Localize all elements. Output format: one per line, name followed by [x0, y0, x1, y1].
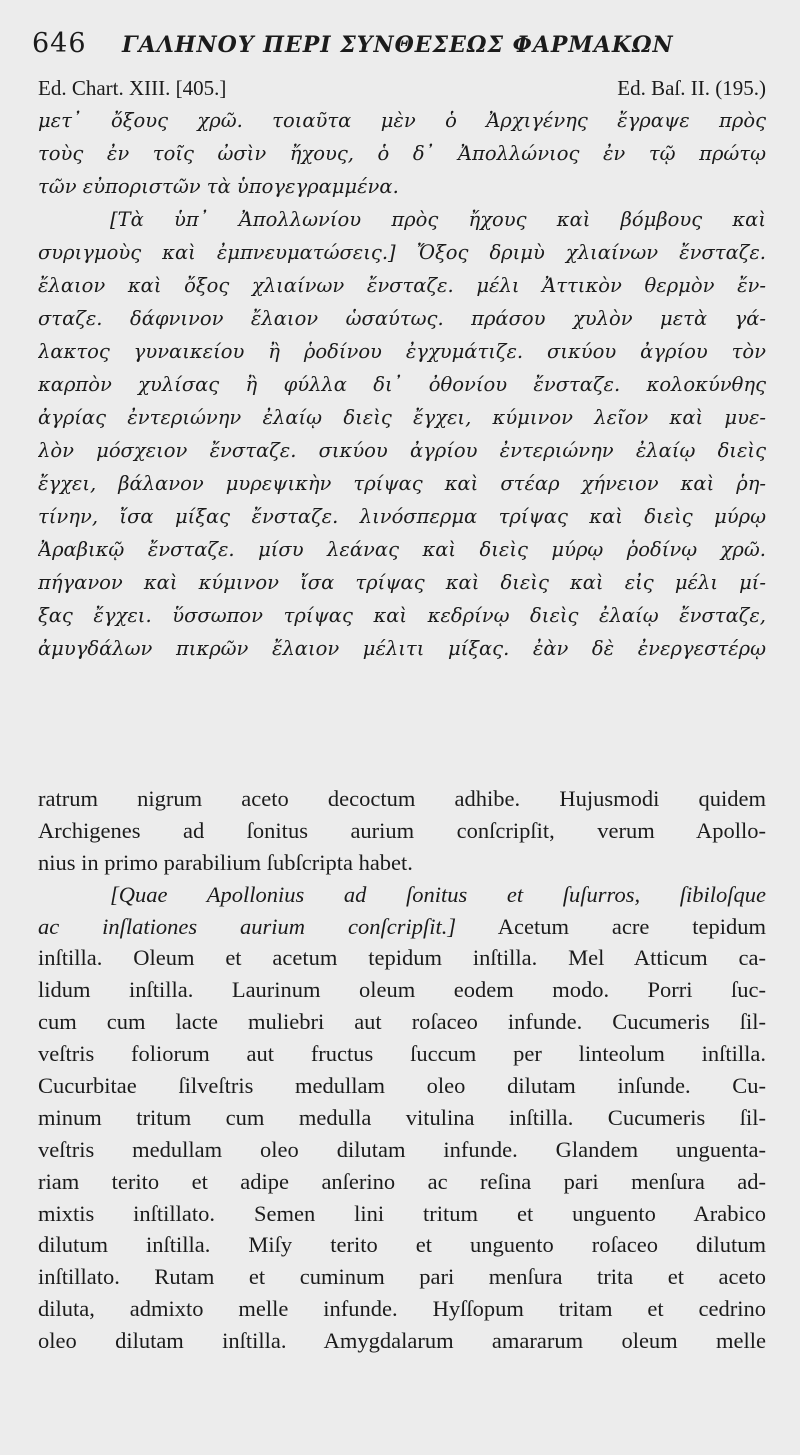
latin-line: inſtilla. Oleum et acetum tepidum inſtilla. Mel Atticum ca-: [38, 945, 766, 971]
latin-line: dilutum inſtilla. Miſy terito et unguento roſaceo dilutum: [38, 1232, 766, 1258]
page-header: [32, 28, 772, 68]
latin-line: cum cum lacte muliebri aut roſaceo infunde. Cucumeris ſil-: [38, 1009, 766, 1035]
latin-line: inſtillato. Rutam et cuminum pari menſura trita et aceto: [38, 1264, 766, 1290]
greek-line: ξας ἔγχει. ὕσσωπον τρίψας καὶ κεδρίνῳ διεὶς ἐλαίῳ ἔνσταζε,: [38, 604, 766, 627]
greek-line: τίνην, ἴσα μίξας ἔνσταζε. λινόσπερμα τρίψας καὶ διεὶς μύρῳ: [38, 505, 766, 528]
greek-line: ἔγχει, βάλανον μυρεψικὴν τρίψας καὶ στέαρ χήνειον καὶ ῥη-: [38, 472, 766, 495]
latin-line: veſtris foliorum aut fructus ſuccum per linteolum inſtilla.: [38, 1041, 766, 1067]
latin-line: Cucurbitae ſilveſtris medullam oleo dilutam inſunde. Cu-: [38, 1073, 766, 1099]
latin-line: oleo dilutam inſtilla. Amygdalarum amararum oleum melle: [38, 1328, 766, 1354]
latin-line: lidum inſtilla. Laurinum oleum eodem modo. Porri ſuc-: [38, 977, 766, 1003]
running-title: ΓΑΛΗΝΟΥ ΠΕΡΙ ΣΥΝΘΕΣΕΩΣ ΦΑΡΜΑΚΩΝ: [122, 32, 674, 58]
latin-line: mixtis inſtillato. Semen lini tritum et unguento Arabico: [38, 1200, 766, 1226]
edition-chartier: Ed. Chart. XIII. [405.]: [38, 76, 227, 100]
latin-heading-italic: ac inſlationes aurium conſcripſit.]: [38, 913, 457, 939]
greek-line: καρπὸν χυλίσας ἢ φύλλα δι᾿ ὀθονίου ἔνσταζε. κολοκύνθης: [38, 373, 766, 396]
greek-line: συριγμοὺς καὶ ἐμπνευματώσεις.] Ὄξος δριμὺ χλιαίνων ἔνσταζε.: [38, 241, 766, 264]
greek-line: μετ᾿ ὄξους χρῶ. τοιαῦτα μὲν ὁ Ἀρχιγένης ἔγραψε πρὸς: [38, 109, 766, 132]
greek-line: σταζε. δάφνινον ἔλαιον ὡσαύτως. πράσου χυλὸν μετὰ γά-: [38, 307, 766, 330]
latin-line: nius in primo parabilium ſubſcripta habet.: [38, 849, 413, 875]
page-number: 646: [32, 28, 87, 59]
greek-line: ἔλαιον καὶ ὄξος χλιαίνων ἔνσταζε. μέλι Ἀττικὸν θερμὸν ἔν-: [38, 274, 766, 297]
greek-line: [Τὰ ὑπ᾿ Ἀπολλωνίου πρὸς ἤχους καὶ βόμβους καὶ: [110, 208, 766, 231]
greek-line: Ἀραβικῷ ἔνσταζε. μίσυ λεάνας καὶ διεὶς μύρῳ ῥοδίνῳ χρῶ.: [38, 538, 766, 561]
greek-line: λὸν μόσχειον ἔνσταζε. σικύου ἀγρίου ἐντεριώνην ἐλαίῳ διεὶς: [38, 439, 766, 462]
latin-line: veſtris medullam oleo dilutam infunde. Glandem unguenta-: [38, 1136, 766, 1162]
latin-line: minum tritum cum medulla vitulina inſtilla. Cucumeris ſil-: [38, 1104, 766, 1130]
latin-line: Archigenes ad ſonitus aurium conſcripſit, verum Apollo-: [38, 817, 766, 843]
latin-line: diluta, admixto melle infunde. Hyſſopum tritam et cedrino: [38, 1296, 766, 1322]
greek-line: ἀγρίας ἐντεριώνην ἐλαίῳ διεὶς ἔγχει, κύμινον λεῖον καὶ μυε-: [38, 406, 766, 429]
greek-line: ἀμυγδάλων πικρῶν ἔλαιον μέλιτι μίξας. ἐὰν δὲ ἐνεργεστέρῳ: [38, 637, 766, 660]
latin-text-block: [38, 783, 766, 1357]
latin-line: ratrum nigrum aceto decoctum adhibe. Hujusmodi quidem: [38, 786, 766, 811]
edition-references: [38, 76, 766, 106]
latin-line: [Quae Apollonius ad ſonitus et ſuſurros, ſibiloſque: [110, 881, 766, 907]
greek-line: τοὺς ἐν τοῖς ὠσὶν ἤχους, ὁ δ᾿ Ἀπολλώνιος ἐν τῷ πρώτῳ: [38, 142, 766, 165]
latin-line: [38, 911, 766, 943]
greek-line: λακτος γυναικείου ἢ ῥοδίνου ἐγχυμάτιζε. σικύου ἀγρίου τὸν: [38, 340, 766, 363]
latin-text: Acetum acre tepidum: [456, 913, 766, 939]
greek-line: τῶν εὐποριστῶν τὰ ὑπογεγραμμένα.: [38, 175, 399, 198]
latin-line: riam terito et adipe anſerino ac reſina pari menſura ad-: [38, 1168, 766, 1194]
greek-text-block: [38, 104, 766, 665]
edition-basel: Ed. Baſ. II. (195.): [617, 76, 766, 100]
greek-line: πήγανον καὶ κύμινον ἴσα τρίψας καὶ διεὶς καὶ εἰς μέλι μί-: [38, 571, 766, 594]
